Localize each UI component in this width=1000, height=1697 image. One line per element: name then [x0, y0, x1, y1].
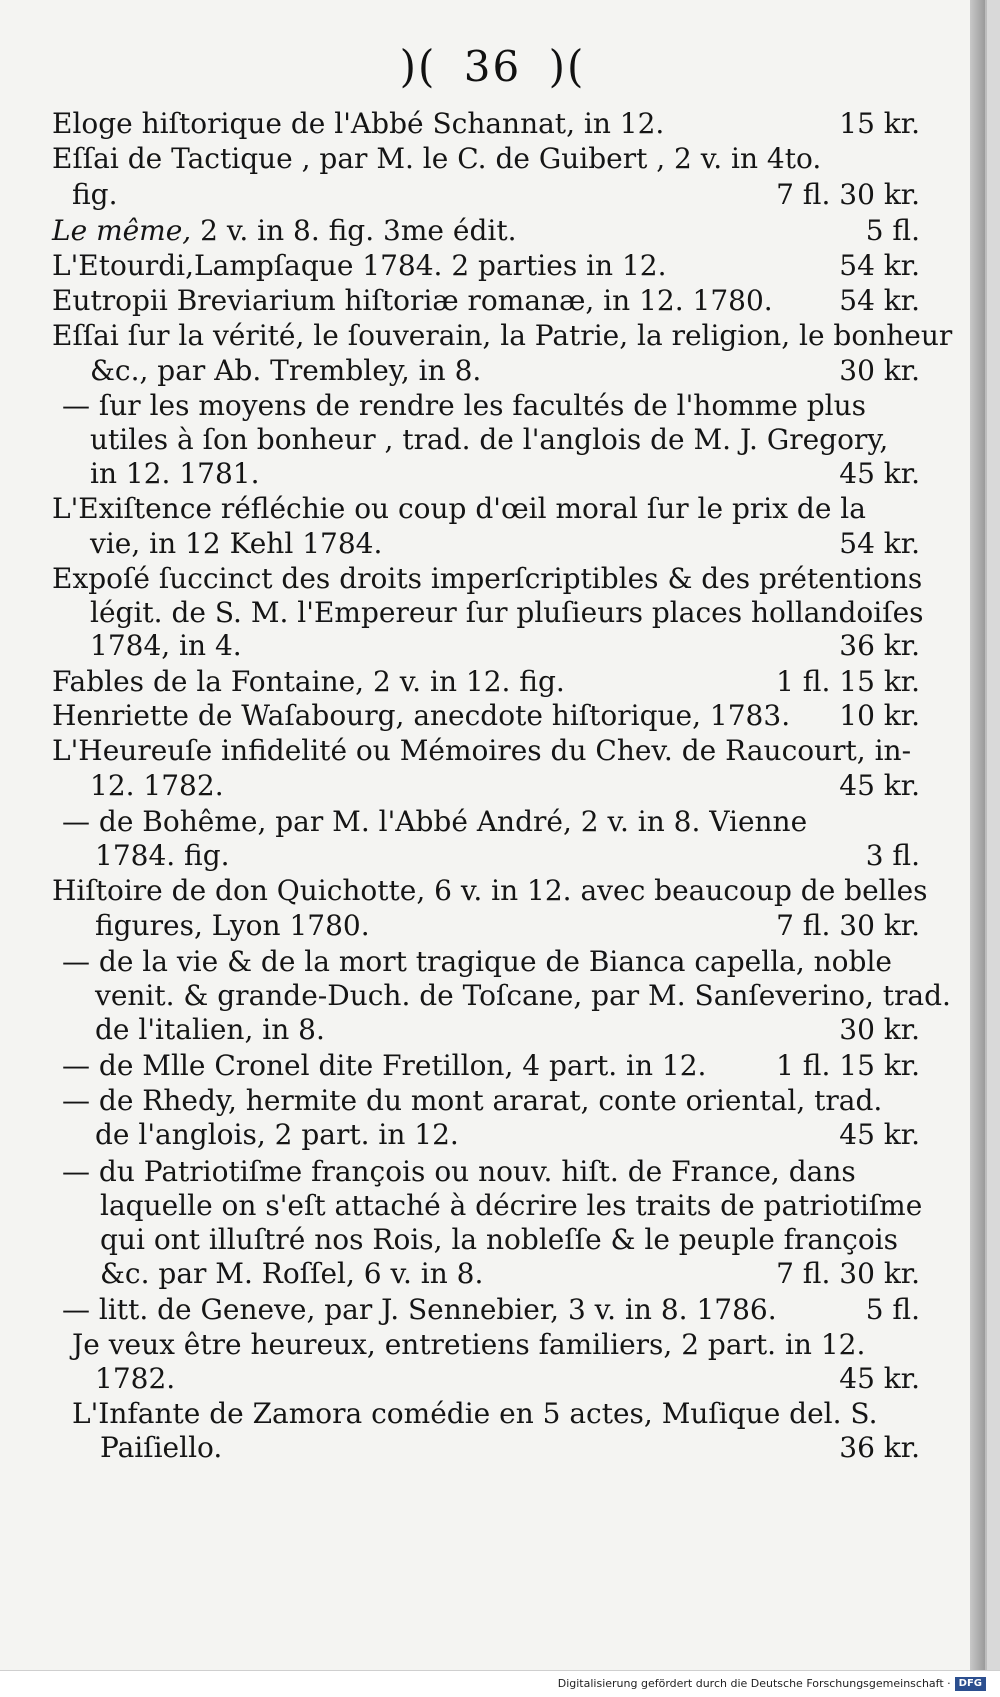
entry-price: 30 kr. — [839, 1013, 920, 1046]
entry-text-main: Eſſai de Tactique , par M. le C. de Guibert , 2 v. in 4to. — [52, 142, 822, 175]
entry-text — [95, 910, 370, 942]
entry-text — [72, 179, 118, 211]
page-number: 36 — [463, 42, 522, 91]
catalogue-line — [0, 215, 985, 247]
catalogue-line — [0, 700, 985, 732]
entry-text — [52, 666, 565, 698]
entry-price: 54 kr. — [839, 249, 920, 282]
entry-text-main: — ſur les moyens de rendre les facultés de l'homme plus — [62, 389, 867, 422]
entry-text-main: vie, in 12 Kehl 1784. — [90, 527, 383, 560]
entry-text-main: Fables de la Fontaine, 2 v. in 12. fig. — [52, 665, 565, 698]
catalogue-line — [0, 875, 985, 907]
catalogue-line — [0, 108, 985, 140]
entry-text-main: — de la vie & de la mort tragique de Bianca capella, noble — [62, 945, 892, 978]
entry-text — [95, 840, 230, 872]
entry-text — [72, 1398, 878, 1430]
entry-text-main: &c., par Ab. Trembley, in 8. — [90, 354, 482, 387]
catalogue-line — [0, 630, 985, 662]
catalogue-line — [0, 143, 985, 175]
entry-text — [62, 806, 807, 838]
catalogue-line — [0, 493, 985, 525]
entry-text-main: Expoſé ſuccinct des droits imperſcriptibles & des prétentions — [52, 562, 923, 595]
entry-text — [62, 1294, 777, 1326]
entry-price: 36 kr. — [839, 1431, 920, 1464]
entry-text — [90, 528, 382, 560]
entry-text — [52, 700, 790, 732]
entry-text-main: Paiſiello. — [100, 1431, 223, 1464]
entry-text-main: fig. — [72, 178, 118, 211]
catalogue-line — [0, 1050, 985, 1082]
catalogue-line — [0, 735, 985, 767]
catalogue-line — [0, 910, 985, 942]
entry-text — [95, 1119, 459, 1151]
entry-text-main: in 12. 1781. — [90, 457, 260, 490]
entry-price: 54 kr. — [839, 284, 920, 317]
entry-text — [52, 250, 667, 282]
entry-text-main: Eutropii Breviarium hiſtoriæ romanæ, in 12. 1780. — [52, 284, 773, 317]
ornament-left: )( — [399, 40, 437, 93]
entry-price: 54 kr. — [839, 527, 920, 560]
entry-text — [100, 1190, 922, 1222]
catalogue-line — [0, 1329, 985, 1361]
entry-text-main: de l'anglois, 2 part. in 12. — [95, 1118, 459, 1151]
catalogue-line — [0, 946, 985, 978]
catalogue-line — [0, 1190, 985, 1222]
catalogue-line — [0, 563, 985, 595]
catalogue-line — [0, 1085, 985, 1117]
entry-text-main: 1784, in 4. — [90, 629, 242, 662]
entry-text-main: 1784. fig. — [95, 839, 230, 872]
entry-text-main: légit. de S. M. l'Empereur ſur pluſieurs places hollandoiſes — [90, 596, 924, 629]
catalogue-line — [0, 528, 985, 560]
entry-text-main: figures, Lyon 1780. — [95, 909, 370, 942]
catalogue-line — [0, 1432, 985, 1464]
entry-text-main: 2 v. in 8. fig. 3me édit. — [191, 214, 517, 247]
catalogue-line — [0, 424, 985, 456]
entry-text-main: — du Patriotiſme françois ou nouv. hiſt. de France, dans — [62, 1155, 856, 1188]
catalogue-line — [0, 390, 985, 422]
entry-text-main: utiles à ſon bonheur , trad. de l'anglois de M. J. Gregory, — [90, 423, 889, 456]
catalogue-line — [0, 250, 985, 282]
entry-text-main: Je veux être heureux, entretiens familiers, 2 part. in 12. — [72, 1328, 866, 1361]
entry-text — [52, 563, 922, 595]
entry-text — [90, 597, 924, 629]
catalogue-line — [0, 1119, 985, 1151]
entry-text-main: — de Bohême, par M. l'Abbé André, 2 v. in 8. Vienne — [62, 805, 808, 838]
entry-text-italic: Le même, — [52, 214, 192, 247]
entry-text — [90, 424, 888, 456]
entry-text — [62, 1085, 882, 1117]
entry-price: 7 fl. 30 kr. — [776, 178, 920, 211]
entry-price: 10 kr. — [839, 699, 920, 732]
entry-text — [62, 1156, 856, 1188]
entry-text — [90, 630, 242, 662]
entry-price: 7 fl. 30 kr. — [776, 909, 920, 942]
catalogue-line — [0, 458, 985, 490]
entry-text — [62, 390, 866, 422]
entry-price: 1 fl. 15 kr. — [776, 665, 920, 698]
entry-text-main: venit. & grande-Duch. de Toſcane, par M. Sanſeverino, trad. — [95, 979, 951, 1012]
catalogue-line — [0, 770, 985, 802]
entry-price: 7 fl. 30 kr. — [776, 1257, 920, 1290]
entry-text — [52, 108, 664, 140]
catalogue-line — [0, 355, 985, 387]
entry-text — [100, 1432, 222, 1464]
entry-text — [62, 1050, 706, 1082]
catalogue-line — [0, 597, 985, 629]
entry-text-main: L'Infante de Zamora comédie en 5 actes, Muſique del. S. — [72, 1397, 878, 1430]
entry-text-main: L'Etourdi,Lampſaque 1784. 2 parties in 12. — [52, 249, 667, 282]
entry-text-main: &c. par M. Roſſel, 6 v. in 8. — [100, 1257, 484, 1290]
entry-price: 36 kr. — [839, 629, 920, 662]
entry-text — [52, 285, 773, 317]
entry-price: 3 fl. — [865, 839, 920, 872]
entry-text-main: de l'italien, in 8. — [95, 1013, 325, 1046]
entry-text — [90, 355, 481, 387]
entry-text-main: L'Heureuſe infidelité ou Mémoires du Chev. de Raucourt, in- — [52, 734, 912, 767]
catalogue-line — [0, 179, 985, 211]
entry-text — [100, 1224, 898, 1256]
footer-text: Digitalisierung gefördert durch die Deutsche Forschungsgemeinschaft · — [557, 1677, 951, 1690]
page-header — [0, 42, 985, 91]
ornament-right: )( — [548, 40, 586, 93]
entry-text-main: laquelle on s'eſt attaché à décrire les traits de patriotiſme — [100, 1189, 923, 1222]
catalogue-line — [0, 666, 985, 698]
page-edge-shadow — [970, 0, 985, 1670]
dfg-logo: DFG — [955, 1677, 986, 1691]
entry-text — [52, 493, 866, 525]
catalogue-line — [0, 1014, 985, 1046]
entry-text — [100, 1258, 483, 1290]
entry-text — [52, 143, 821, 175]
catalogue-line — [0, 1398, 985, 1430]
entry-price: 45 kr. — [839, 769, 920, 802]
entry-text — [90, 458, 259, 490]
entry-text-main: Eloge hiſtorique de l'Abbé Schannat, in 12. — [52, 107, 665, 140]
catalogue-line — [0, 285, 985, 317]
entry-text-main: Henriette de Waſabourg, anecdote hiſtorique, 1783. — [52, 699, 791, 732]
entry-text — [90, 770, 224, 802]
catalogue-line — [0, 1363, 985, 1395]
entry-text-main: Eſſai ſur la vérité, le ſouverain, la Patrie, la religion, le bonheur — [52, 319, 953, 352]
entry-text-main: — de Rhedy, hermite du mont ararat, conte oriental, trad. — [62, 1084, 883, 1117]
entry-text — [52, 735, 911, 767]
entry-text — [52, 320, 952, 352]
catalogue-line — [0, 1258, 985, 1290]
digitization-footer — [0, 1670, 1000, 1697]
entry-text — [95, 1363, 175, 1395]
entry-price: 30 kr. — [839, 354, 920, 387]
entry-price: 45 kr. — [839, 1362, 920, 1395]
entry-text — [52, 875, 928, 907]
entry-text-main: L'Exiſtence réfléchie ou coup d'œil moral ſur le prix de la — [52, 492, 866, 525]
entry-text — [95, 1014, 325, 1046]
entry-price: 45 kr. — [839, 457, 920, 490]
entry-price: 15 kr. — [839, 107, 920, 140]
entry-text-main: — litt. de Geneve, par J. Sennebier, 3 v. in 8. 1786. — [62, 1293, 777, 1326]
entry-text-main: qui ont illuſtré nos Rois, la nobleſſe & le peuple françois — [100, 1223, 898, 1256]
entry-text-main: Hiſtoire de don Quichotte, 6 v. in 12. avec beaucoup de belles — [52, 874, 928, 907]
entry-text — [72, 1329, 865, 1361]
entry-text-main: 1782. — [95, 1362, 176, 1395]
entry-price: 5 fl. — [865, 214, 920, 247]
entry-text-main: — de Mlle Cronel dite Fretillon, 4 part. in 12. — [62, 1049, 707, 1082]
catalogue-line — [0, 1294, 985, 1326]
catalogue-line — [0, 1224, 985, 1256]
entry-text — [95, 980, 951, 1012]
entry-text — [52, 215, 516, 247]
catalogue-line — [0, 320, 985, 352]
entry-text-main: 12. 1782. — [90, 769, 224, 802]
entry-text — [62, 946, 892, 978]
catalogue-line — [0, 980, 985, 1012]
catalogue-line — [0, 1156, 985, 1188]
catalogue-line — [0, 806, 985, 838]
entry-price: 45 kr. — [839, 1118, 920, 1151]
entry-price: 5 fl. — [865, 1293, 920, 1326]
entry-price: 1 fl. 15 kr. — [776, 1049, 920, 1082]
catalogue-line — [0, 840, 985, 872]
